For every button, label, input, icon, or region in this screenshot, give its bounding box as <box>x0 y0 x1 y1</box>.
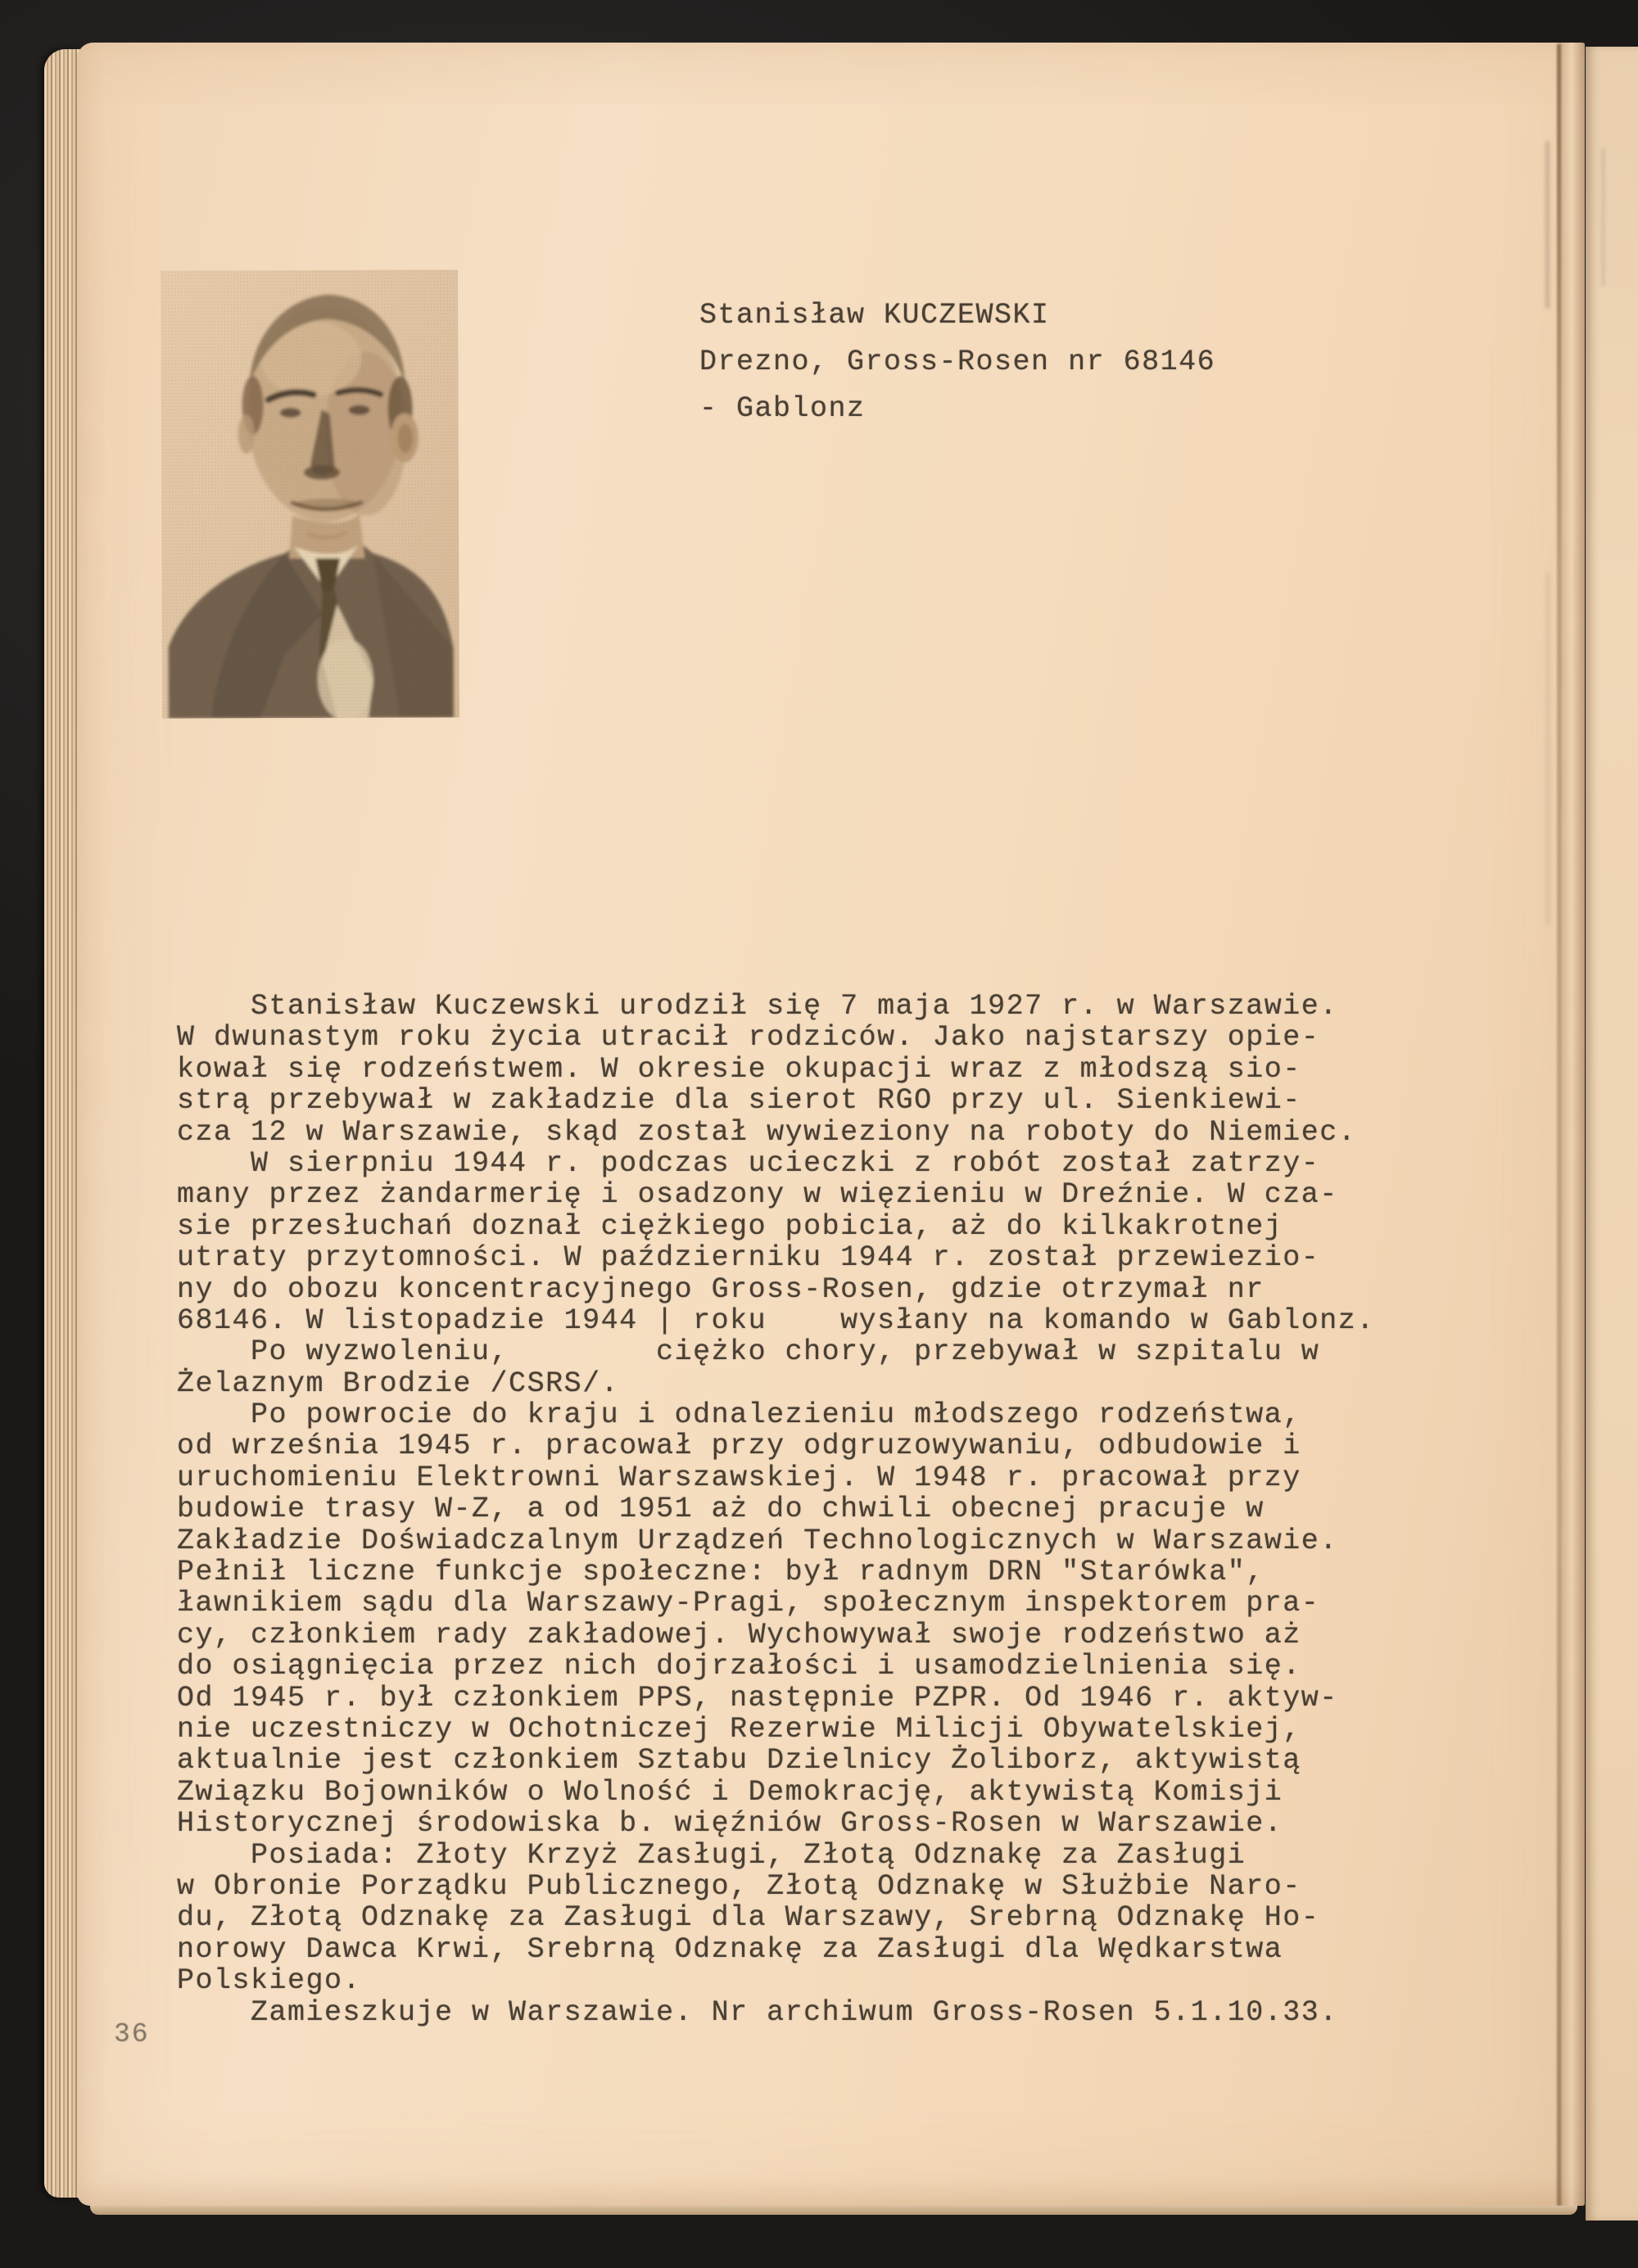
biography-line: Po wyzwoleniu, ciężko chory, przebywał w szpitalu w <box>177 1335 1320 1369</box>
prisoner-name: Stanisław KUCZEWSKI <box>699 299 1050 332</box>
biography-line: kował się rodzeństwem. W okresie okupacji wraz z młodszą sio- <box>177 1052 1301 1086</box>
portrait-photo-graphic <box>161 269 459 718</box>
biography-line: many przez żandarmerię i osadzony w więzieniu w Dreźnie. W cza- <box>177 1178 1338 1212</box>
book-page-edges <box>44 49 80 2198</box>
biography-text <box>177 892 1375 2028</box>
biography-line: Stanisław Kuczewski urodził się 7 maja 1927 r. w Warszawie. <box>177 990 1338 1023</box>
smudge-mark <box>1602 147 1604 287</box>
biography-line: ny do obozu koncentracyjnego Gross-Rosen, gdzie otrzymał nr <box>177 1272 1265 1306</box>
biography-line: od września 1945 r. pracował przy odgruzowywaniu, odbudowie i <box>177 1430 1301 1463</box>
biography-line: Związku Bojowników o Wolność i Demokrację, aktywistą Komisji <box>177 1775 1283 1809</box>
page-crease <box>1557 44 1561 2206</box>
biography-line: do osiągnięcia przez nich dojrzałości i usamodzielnienia się. <box>177 1650 1301 1683</box>
smudge-mark <box>1545 141 1550 309</box>
biography-line: 68146. W listopadzie 1944 | roku wysłany na komando w Gablonz. <box>177 1303 1375 1337</box>
biography-line: cza 12 w Warszawie, skąd został wywieziony na roboty do Niemiec. <box>177 1115 1357 1149</box>
scanned-page <box>77 43 1585 2206</box>
adjacent-page-edge <box>1586 47 1638 2221</box>
biography-line: sie przesłuchań doznał ciężkiego pobicia, aż do kilkakrotnej <box>177 1209 1283 1243</box>
biography-line: du, Złotą Odznakę za Zasługi dla Warszawy, Srebrną Odznakę Ho- <box>177 1901 1320 1935</box>
biography-line: Pełnił liczne funkcje społeczne: był radnym DRN "Starówka", <box>177 1556 1265 1589</box>
biography-line: W sierpniu 1944 r. podczas ucieczki z robót został zatrzy- <box>177 1146 1320 1180</box>
portrait-photo <box>161 269 459 718</box>
biography-line: nie uczestniczy w Ochotniczej Rezerwie Milicji Obywatelskiej, <box>177 1712 1301 1746</box>
biography-line: uruchomieniu Elektrowni Warszawskiej. W 1948 r. pracował przy <box>177 1461 1301 1494</box>
biography-line: Od 1945 r. był członkiem PPS, następnie PZPR. Od 1946 r. aktyw- <box>177 1681 1338 1715</box>
biography-line: cy, członkiem rady zakładowej. Wychowywał swoje rodzeństwo aż <box>177 1618 1301 1651</box>
prisoner-header <box>699 292 1215 432</box>
biography-line: aktualnie jest członkiem Sztabu Dzielnicy Żoliborz, aktywistą <box>177 1744 1301 1778</box>
biography-line: ławnikiem sądu dla Warszawy-Pragi, społecznym inspektorem pra- <box>177 1587 1320 1620</box>
biography-line: utraty przytomności. W październiku 1944 r. został przewiezio- <box>177 1241 1320 1275</box>
book-bottom-edge <box>90 2206 1577 2215</box>
page-number: 36 <box>114 2019 150 2049</box>
biography-line: strą przebywał w zakładzie dla sierot RGO przy ul. Sienkiewi- <box>177 1084 1301 1118</box>
biography-line: Posiada: Złoty Krzyż Zasługi, Złotą Odznakę za Zasługi <box>177 1838 1247 1872</box>
biography-line: Po powrocie do kraju i odnalezieniu młodszego rodzeństwa, <box>177 1398 1301 1432</box>
prisoner-camp-info: Drezno, Gross-Rosen nr 68146 <box>699 346 1216 378</box>
biography-line: Żelaznym Brodzie /CSRS/. <box>177 1367 620 1400</box>
biography-line: Historycznej środowiska b. więźniów Gross-Rosen w Warszawie. <box>177 1807 1283 1841</box>
smudge-mark <box>1546 573 1550 925</box>
biography-line: Zamieszkuje w Warszawie. Nr archiwum Gross-Rosen 5.1.10.33. <box>177 1995 1338 2029</box>
prisoner-subcamp: - Gablonz <box>699 392 866 425</box>
biography-line: norowy Dawca Krwi, Srebrną Odznakę za Zasługi dla Wędkarstwa <box>177 1932 1283 1966</box>
biography-line: W dwunastym roku życia utracił rodziców. Jako najstarszy opie- <box>177 1021 1320 1055</box>
biography-line: Zakładzie Doświadczalnym Urządzeń Technologicznych w Warszawie. <box>177 1524 1338 1557</box>
biography-line: w Obronie Porządku Publicznego, Złotą Odznakę w Służbie Naro- <box>177 1869 1301 1903</box>
biography-line: Polskiego. <box>177 1964 362 1998</box>
biography-line: budowie trasy W-Z, a od 1951 aż do chwili obecnej pracuje w <box>177 1493 1265 1526</box>
